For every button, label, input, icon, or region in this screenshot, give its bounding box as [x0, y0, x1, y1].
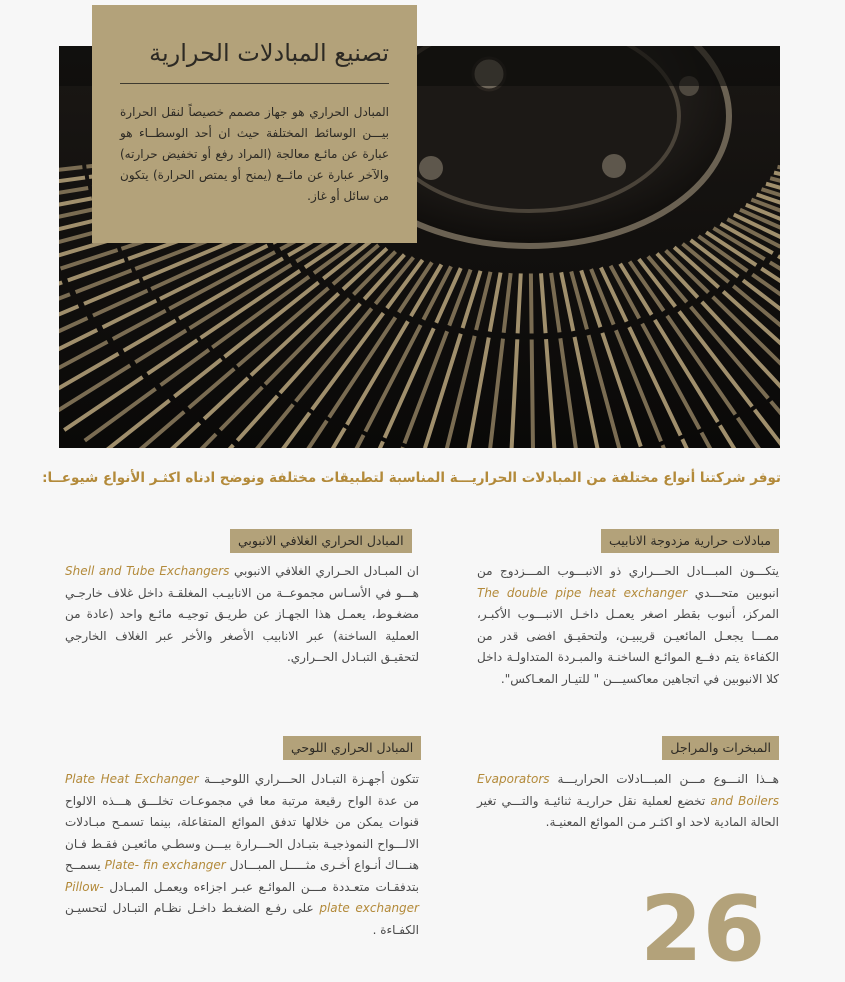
body-text: تتكون أجهـزة التبـادل الحـــراري اللوحيـــة	[204, 772, 419, 786]
english-term: The double pipe heat exchanger	[477, 585, 688, 600]
page-number: 26	[640, 877, 766, 982]
section-body-double-pipe	[477, 561, 779, 690]
body-text: هــذا النـــوع مـــن المبـــادلات الحراريـــة	[557, 772, 779, 786]
intro-text: توفر شركتنا أنواع مختلفة من المبادلات الحراريـــة المناسبة لتطبيقات مختلفة ونوضح ادناه اكثـر الأنواع شيوعــا:	[42, 470, 781, 486]
english-term: Evaporators	[477, 772, 550, 786]
body-text: على رفـع الضغـط داخـل نظـام التبـادل لتحسيـن الكفـاءة .	[65, 901, 419, 937]
body-text: المركز، أنبوب بقطر اصغر يعمـل داخـل الانبـــوب الأكبـر، ممـــا يجعـل المائعيـن قريبيـن، ولتحقيـق افضى قدر من الكفاءة يتم دفــع الموائـع الساخنـة والمبـردة المتداولـة داخل كلا الانبوبين في اتجاهين معاكسيـــن " للتيـار المعـاكس".	[477, 607, 779, 686]
english-term: Plate- fin exchanger	[104, 858, 226, 872]
section-title-shell-tube: المبادل الحراري الغلافي الانبوبي	[230, 529, 412, 553]
section-body-plate	[65, 769, 419, 941]
page-title: تصنيع المبادلات الحرارية	[149, 39, 389, 67]
body-text: تخضع لعملية نقل حراريـة ثنائيـة والتـــي تغير الحالة المادية لاحد او اكثـر مـن الموائع المعنيـة.	[477, 793, 779, 829]
section-title-plate: المبادل الحراري اللوحي	[283, 736, 421, 760]
body-text: من عدة الواح رقيعة مرتبة معا في مجموعـات تخلـــق هـــذه الالواح قنوات يمكن من خلالها تدفق الموائع المتفاعلة، بينما تسمـح مبـادلات الالـــواح النموذجيـة بتبـادل الحـــرارة بيـــن وسطـي مائعيـن فقـط فـان هنـــاك أنـواع أخـرى مثـــــل المبـــادل	[65, 793, 419, 872]
section-body-shell-tube	[65, 561, 419, 669]
body-text: ان المبـادل الحـراري الغلافي الانبوبي	[233, 564, 419, 578]
title-divider	[120, 83, 389, 84]
english-term: and Boilers	[710, 793, 779, 808]
english-term: Plate Heat Exchanger	[65, 772, 199, 786]
section-title-double-pipe: مبادلات حرارية مزدوجة الانابيب	[601, 529, 779, 553]
body-text: يتكـــون المبـــادل الحـــراري ذو الانبـــوب المـــزدوج من انبوبين متحـــدي	[477, 564, 779, 600]
english-term: Pillow- plate exchanger	[65, 879, 419, 915]
title-box	[92, 5, 417, 243]
section-body-evaporators	[477, 769, 779, 834]
body-text: يسمــح بتدفقـات متعـددة مـــن الموائـع عبـر اجزاءه ويعمـل المبـادل	[65, 858, 419, 894]
section-title-evaporators: المبخرات والمراجل	[662, 736, 779, 760]
body-text: هـــو في الأسـاس مجموعــة من الانابيـب المغلقـة داخل غلاف خارجـي مضغـوط، يعمـل هذا الجهـاز عن طريـق توجيـه مائـع واحد (عادة من العملية الساخنة) عبر الانابيب الأصغر والأخر عبر الغلاف الخارجي لتحقيـق التبـادل الحــراري.	[65, 585, 419, 664]
title-description: المبادل الحراري هو جهاز مصمم خصيصاً لنقل الحرارة بيـــن الوسائط المختلفة حيث ان أحد الوسطــاء هو عبارة عن مائـع معالجة (المراد رفع أو تخفيض حرارته) والآخر عبارة عن مائــع (يمنح أو يمتص الحرارة) يتكون من سائل أو غاز.	[120, 105, 389, 203]
english-term: Shell and Tube Exchangers	[65, 564, 230, 578]
